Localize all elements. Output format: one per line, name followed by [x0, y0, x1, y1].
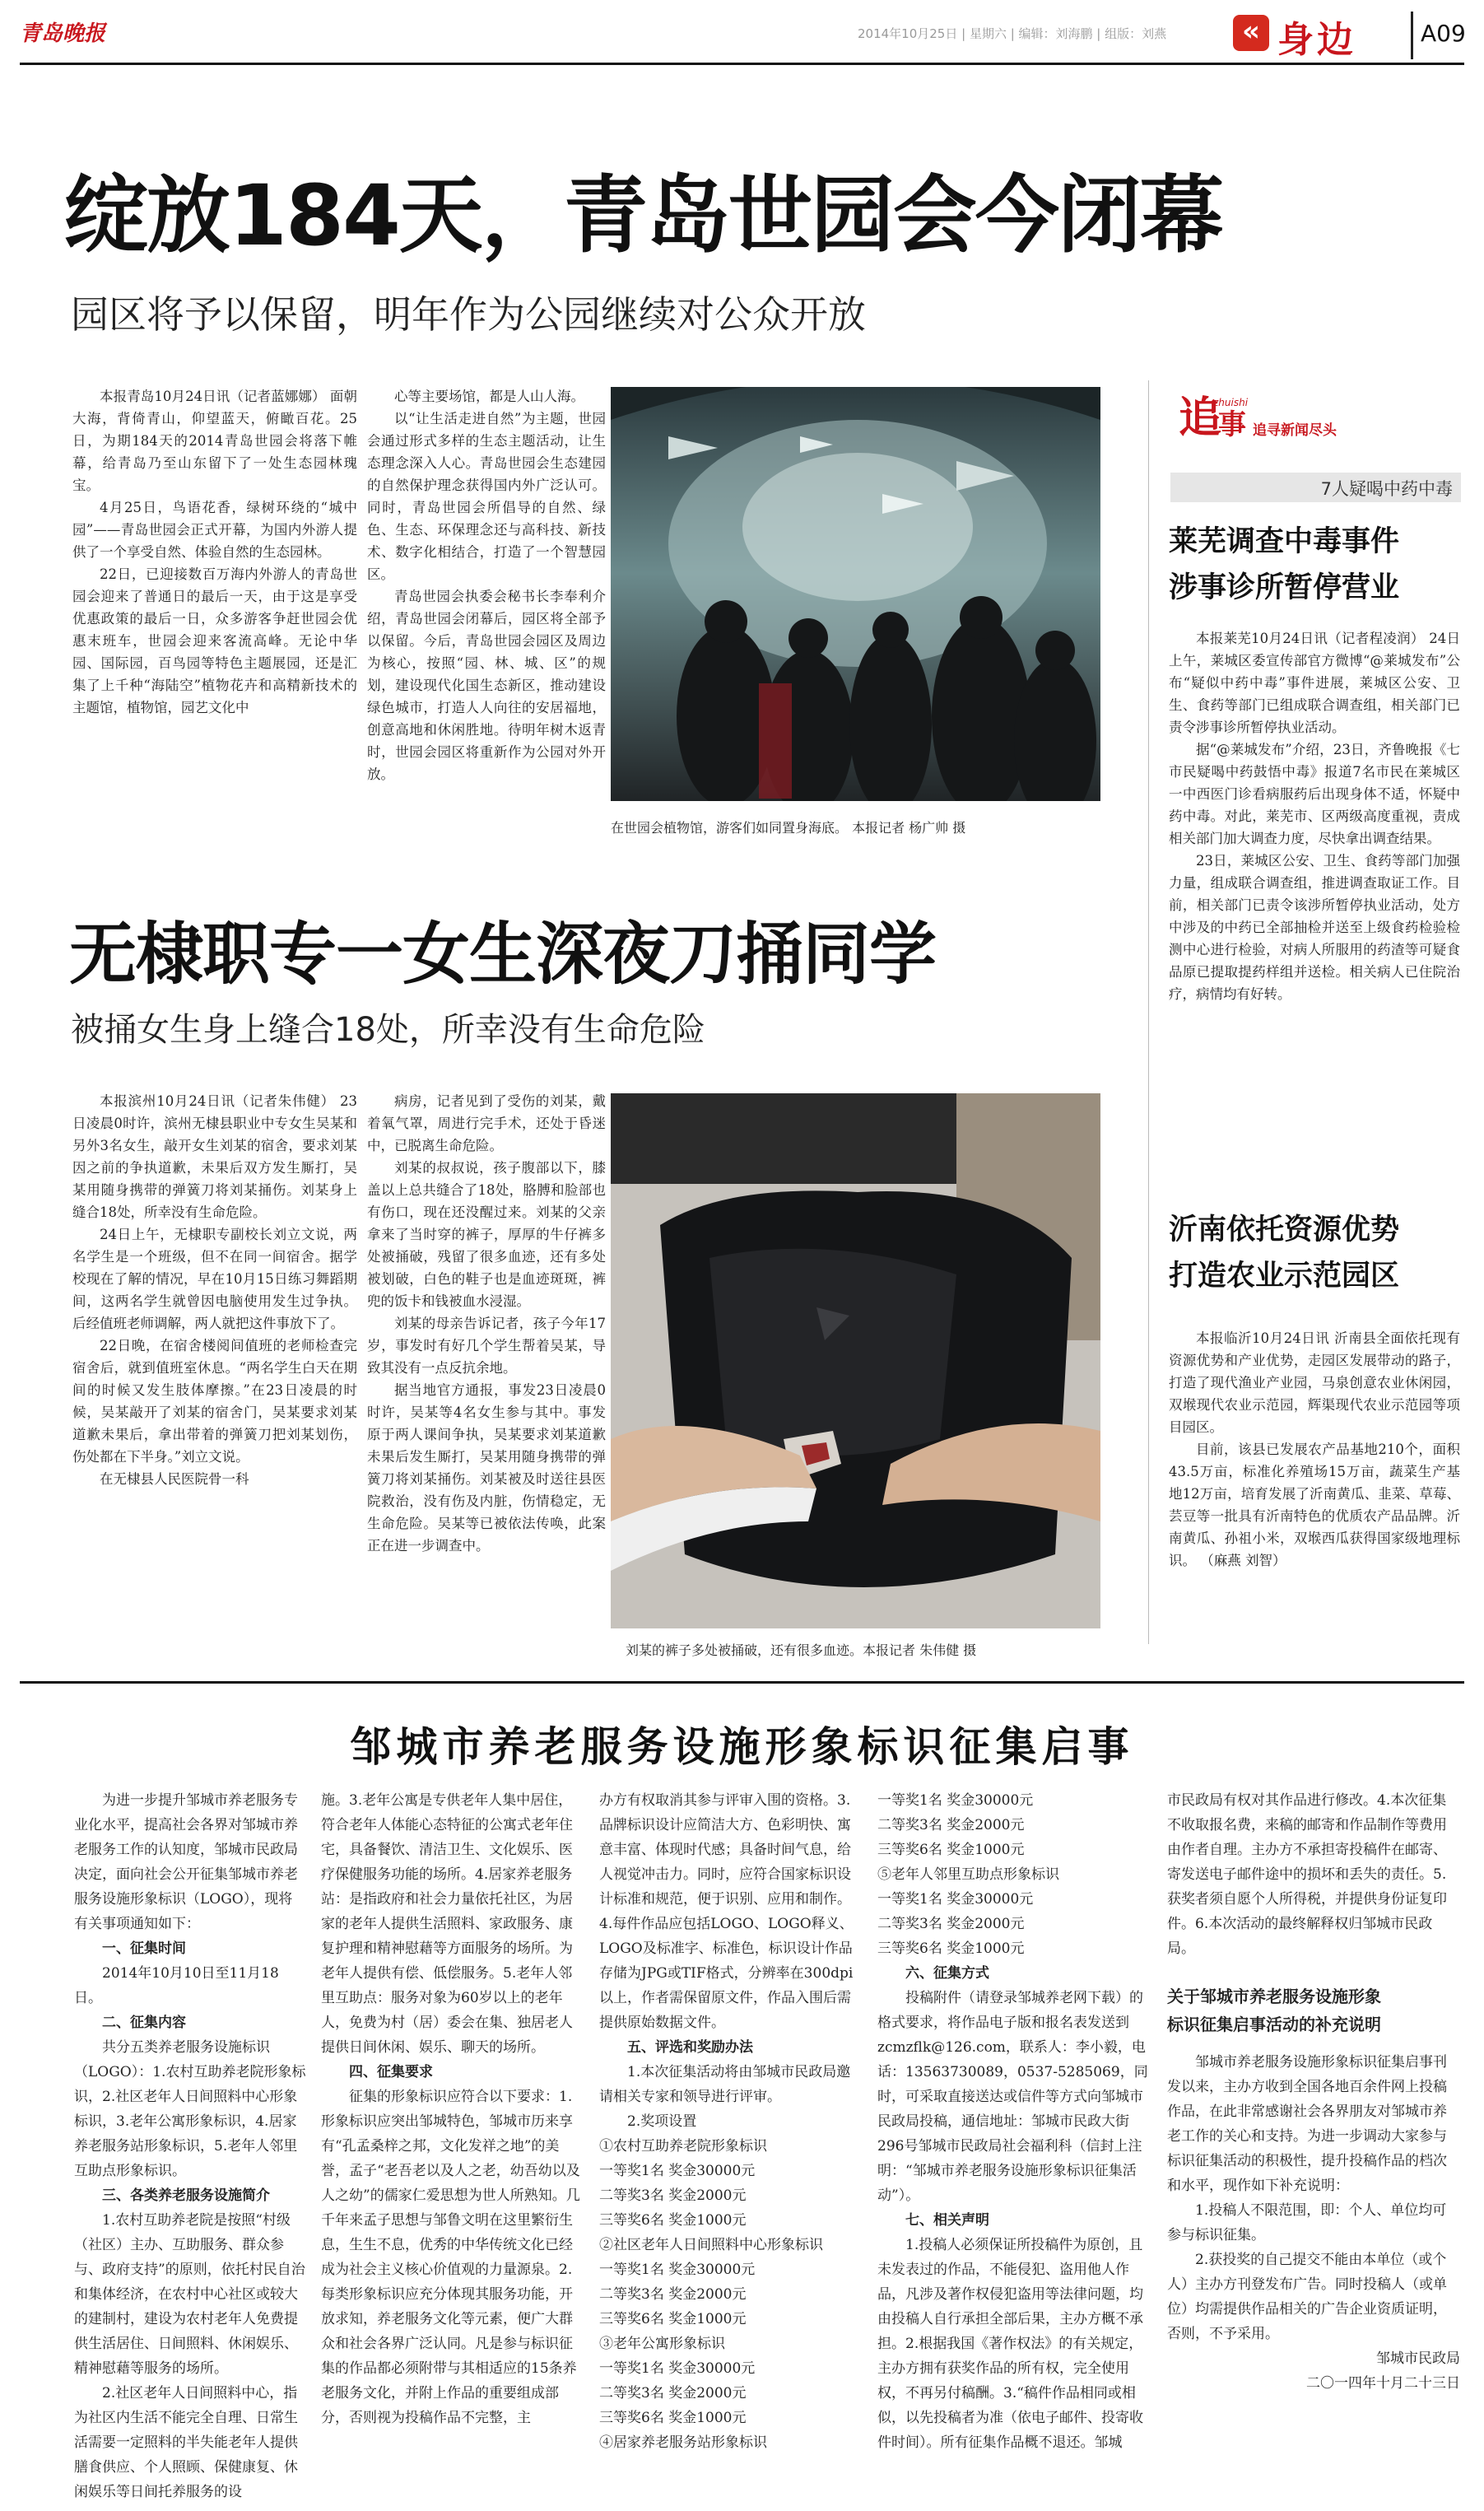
photo-caption: 在世园会植物馆，游客们如同置身海底。 本报记者 杨广帅 摄 — [611, 820, 966, 836]
notice-column-4 — [877, 1788, 1149, 2455]
page-divider — [1411, 12, 1413, 59]
paragraph: 本报莱芜10月24日讯（记者程凌润） 24日上午，莱城区委宣传部官方微博“@莱城发布”公布“疑似中药中毒”事件进展，莱城区公安、卫生、食药等部门已组成联合调查组，相关部门已责令涉事诊所暂停执业活动。 — [1169, 631, 1460, 735]
notice-paragraph: 市民政局有权对其作品进行修改。4.本次征集不收取报名费，来稿的邮寄和作品制作等费用由作者自理。主办方不承担寄投稿件在邮寄、寄发送电子邮件途中的损坏和丢失的责任。5.获奖者须自愿个人所得税，并提供身份证复印件。6.本次活动的最终解释权归邹城市民政局。 — [1167, 1792, 1447, 1957]
paragraph: 病房，记者见到了受伤的刘某，戴着氧气罩，周进行完手术，还处于昏迷中，已脱离生命危险。 — [367, 1093, 606, 1153]
notice-column-3 — [599, 1788, 863, 2455]
story2-column-2 — [367, 1090, 606, 1557]
prize-line: 三等奖6名 奖金1000元 — [599, 2410, 747, 2426]
sidebar-story2-body — [1169, 1327, 1460, 1572]
notice-paragraph: 为进一步提升邹城市养老服务专业化水平，提高社会各界对邹城市养老服务工作的认知度，邹城市民政局决定，面向社会公开征集邹城市养老服务设施形象标识（LOGO），现将有关事项通知如下： — [74, 1792, 298, 1932]
brand-char-shi: 事 — [1218, 408, 1246, 441]
story1-headline: 绽放184天，青岛世园会今闭幕 — [64, 167, 1222, 265]
header-rule — [20, 63, 1464, 65]
prize-line: 二等奖3名 奖金2000元 — [599, 2385, 747, 2402]
torn-jeans-photo — [611, 1093, 1100, 1628]
notice-section-heading: 二、征集内容 — [102, 2015, 186, 2031]
notice-paragraph: 邹城市养老服务设施形象标识征集启事刊发以来，主办方收到全国各地百余件网上投稿作品，在此非常感谢社会各界朋友对邹城市养老工作的关心和支持。为进一步调动大家参与标识征集活动的积极性，提升投稿作品的档次和水平，现作如下补充说明： — [1167, 2054, 1447, 2194]
paragraph: 22日，已迎接数百万海内外游人的青岛世园会迎来了普通日的最后一天，由于这是享受优惠政策的最后一日，众多游客争赶世园会优惠末班车，世园会迎来客流高峰。无论中华园、国际园，百鸟园等特色主题展园，还是汇集了上千种“海陆空”植物花卉和高精新技术的主题馆，植物馆，园艺文化中 — [72, 566, 357, 715]
notice-paragraph: 投稿附件（请登录邹城养老网下载）的格式要求，将作品电子版和报名表发送到zcmzflk@126.com，联系人：李小毅，电话：13563730089，0537-5285069，同时，可采取直接送达或信件等方式向邹城市民政局投稿，通信地址：邹城市民政大街296号邹城市民政局社会福利科（信封上注明：“邹城市养老服务设施形象标识征集活动”）。 — [877, 1990, 1148, 2204]
paragraph: 目前，该县已发展农产品基地210个，面积43.5万亩，标准化养殖场15万亩，蔬菜生产基地12万亩，培育发展了沂南黄瓜、韭菜、草莓、芸豆等一批具有沂南特色的优质农产品品牌。沂南黄瓜、孙祖小米，双堠西瓜获得国家级地理标识。 （麻燕 刘智） — [1169, 1442, 1460, 1568]
paragraph: 青岛世园会执委会秘书长李奉利介绍，青岛世园会闭幕后，园区将全部予以保留。今后，青岛世园会园区及周边为核心，按照“园、林、城、区”的规划，建设现代化国生态新区，推动建设绿色城市，打造人人向往的安居福地，创意高地和休闲胜地。待明年树木返青时，世园会园区将重新作为公园对外开放。 — [367, 589, 606, 782]
notice-col5-top — [1167, 1788, 1460, 1961]
paragraph: 据当地官方通报，事发23日凌晨0时许，吴某等4名女生参与其中。事发原于两人课间争执，吴某要求刘某道歉未果后发生厮打，吴某用随身携带的弹簧刀将刘某捅伤。刘某被及时送往县医院救治，没有伤及内脏，伤情稳定，无生命危险。吴某等已被依法传唤，此案正在进一步调查中。 — [367, 1382, 606, 1554]
prize-line: 二等奖3名 奖金2000元 — [599, 2187, 747, 2204]
sidebar-story2-title — [1169, 1207, 1465, 1299]
story2-column-1 — [72, 1090, 357, 1490]
paragraph: 在无棣县人民医院骨一科 — [100, 1471, 249, 1487]
notice-section-heading: 一、征集时间 — [102, 1940, 186, 1957]
prize-line: ③老年公寓形象标识 — [599, 2336, 725, 2352]
prize-line: ②社区老年人日间照料中心形象标识 — [599, 2237, 823, 2253]
prize-line: 二等奖3名 奖金2000元 — [877, 1817, 1025, 1833]
title-line: 标识征集启事活动的补充说明 — [1167, 2015, 1381, 2034]
sidebar-story1-body — [1169, 627, 1460, 1005]
story2-subheadline: 被捅女生身上缝合18处，所幸没有生命危险 — [71, 1011, 705, 1049]
prize-line: 三等奖6名 奖金1000元 — [599, 2311, 747, 2327]
sidebar-divider — [1148, 380, 1149, 1644]
notice-column-5 — [1167, 1788, 1460, 2396]
prize-line: 三等奖6名 奖金1000元 — [599, 2212, 747, 2229]
notice-signature: 邹城市民政局 — [1376, 2350, 1460, 2367]
story2-headline: 无棣职专一女生深夜刀捅同学 — [69, 915, 937, 994]
paragraph: 刘某的母亲告诉记者，孩子今年17岁，事发时有好几个学生帮着吴某，导致其没有一点反抗余地。 — [367, 1316, 606, 1376]
title-line: 涉事诊所暂停营业 — [1169, 571, 1400, 604]
sidebar-story1-title — [1169, 519, 1465, 611]
sidebar-tag-bar — [1170, 473, 1461, 502]
notice-paragraph: 施。3.老年公寓是专供老年人集中居住，符合老年人体能心态特征的公寓式老年住宅，具备餐饮、清洁卫生、文化娱乐、医疗保健服务功能的场所。4.居家养老服务站：是指政府和社会力量依托社区，为居家的老年人提供生活照料、家政服务、康复护理和精神慰藉等方面服务的场所。为老年人提供有偿、低偿服务。5.老年人邻里互助点：服务对象为60岁以上的老年人，免费为村（居）委会在集、独居老人提供日间休闲、娱乐、聊天的场所。 — [321, 1792, 573, 2056]
notice-paragraph: 1.农村互助养老院是按照“村级（社区）主办、互助服务、群众参与、政府支持”的原则，依托村民自治和集体经济，在农村中心社区或较大的建制村，建设为农村老年人免费提供生活居住、日间照料、休闲娱乐、精神慰藉等服务的场所。 — [74, 2212, 305, 2377]
notice-paragraph: 1.投稿人不限范围，即：个人、单位均可参与标识征集。 — [1167, 2202, 1447, 2243]
paragraph: 24日上午，无棣职专副校长刘立文说，两名学生是一个班级，但不在同一间宿舍。据学校现在了解的情况，早在10月15日练习舞蹈期间，这两名学生就曾因电脑使用发生过争执。后经值班老师调解，两人就把这件事放下了。 — [72, 1227, 357, 1331]
brand-pinyin: zhuishi — [1213, 397, 1249, 408]
aquarium-tunnel-photo — [611, 387, 1100, 801]
paragraph: 以“让生活走进自然”为主题，世园会通过形式多样的生态主题活动，让生态理念深入人心。青岛世园会生态建园的自然保护理念获得国内外广泛认可。同时，青岛世园会所倡导的自然、绿色、生态、环保理念还与高科技、新技术、数字化相结合，打造了一个智慧园区。 — [367, 411, 606, 582]
prize-line: 一等奖1名 奖金30000元 — [599, 2360, 756, 2377]
notice-section-heading: 六、征集方式 — [905, 1965, 989, 1982]
title-line: 关于邹城市养老服务设施形象 — [1167, 1987, 1381, 2006]
paragraph: 心等主要场馆，都是人山人海。 — [394, 389, 584, 404]
prize-line: 二等奖3名 奖金2000元 — [877, 1916, 1025, 1932]
paragraph: 23日，莱城区公安、卫生、食药等部门加强力量，组成联合调查组，推进调查取证工作。目前，相关部门已责令该涉所暂停执业活动，处方中涉及的中药已全部抽检并送至上级食药检验检测中心进行检验，对病人所服用的药渣等可疑食品原已提取提药样组并送检。相关病人已住院治疗，病情均有好转。 — [1169, 853, 1460, 1002]
story1-column-1 — [72, 385, 357, 719]
header — [0, 0, 1484, 62]
photo-caption: 刘某的裤子多处被捅破，还有很多血迹。本报记者 朱伟健 摄 — [626, 1642, 977, 1658]
prize-line: 一等奖1名 奖金30000元 — [599, 2163, 756, 2179]
prize-line: ①农村互助养老院形象标识 — [599, 2138, 767, 2155]
notice-paragraph: 2014年10月10日至11月18日。 — [74, 1965, 279, 2006]
brand-char-zhui: 追 — [1179, 393, 1222, 443]
page-number: A09 — [1421, 20, 1466, 47]
paragraph: 22日晚，在宿舍楼阅间值班的老师检查完宿舍后，就到值班室休息。“两名学生白天在期间的时候又发生肢体摩擦。”在23日凌晨的时候，吴某敲开了刘某的宿舍门，吴某要求刘某道歉未果后，拿出带着的弹簧刀把刘某划伤，伤处都在下半身。”刘立文说。 — [72, 1338, 357, 1465]
notice-column-2 — [321, 1788, 584, 2430]
paragraph: 本报临沂10月24日讯 沂南县全面依托现有资源优势和产业优势，走园区发展带动的路子，打造了现代渔业产业园，马泉创意农业休闲园，双堠现代农业示范园，辉渠现代农业示范园等项目园区。 — [1169, 1330, 1460, 1435]
prize-line: 一等奖1名 奖金30000元 — [877, 1891, 1034, 1908]
paragraph: 4月25日，鸟语花香，绿树环绕的“城中园”——青岛世园会正式开幕，为国内外游人提供了一个享受自然、体验自然的生态园林。 — [72, 500, 357, 560]
sidebar-tag: 7人疑喝中药中毒 — [1320, 479, 1453, 499]
title-line: 沂南依托资源优势 — [1169, 1214, 1400, 1246]
section-icon: « — [1233, 15, 1269, 51]
supplementary-title — [1167, 1982, 1460, 2038]
notice-paragraph: 2.社区老年人日间照料中心，指为社区内生活不能完全自理、日常生活需要一定照料的半失能老年人提供膳食供应、个人照顾、保健康复、休闲娱乐等日间托养服务的设 — [74, 2385, 298, 2500]
section-divider — [20, 1681, 1464, 1684]
masthead-logo: 青岛晚报 — [20, 21, 106, 46]
notice-column-1 — [74, 1788, 306, 2504]
notice-paragraph: 办方有权取消其参与评审入围的资格。3.品牌标识设计应简洁大方、色彩明快、寓意丰富、体现时代感；具备时间气息，给人视觉冲击力。同时，应符合国家标识设计标准和规范，便于识别、应用和制作。4.每件作品应包括LOGO、LOGO释义、LOGO及标准字、标准色，标识设计作品存储为JPG或TIF格式，分辨率在300dpi以上，作者需保留原文件，作品入围后需提供原始数据文件。 — [599, 1792, 854, 2031]
prize-line: 三等奖6名 奖金1000元 — [877, 1940, 1025, 1957]
notice-section-heading: 七、相关声明 — [905, 2212, 989, 2229]
brand-slogan: 追寻新闻尽头 — [1253, 422, 1337, 439]
section-title: 身边 — [1277, 19, 1356, 61]
notice-signature: 二〇一四年十月二十三日 — [1306, 2375, 1460, 2392]
paragraph: 本报滨州10月24日讯（记者朱伟健） 23日凌晨0时许，滨州无棣县职业中专女生吴某和另外3名女生，敲开女生刘某的宿舍，要求刘某因之前的争执道歉，未果后双方发生厮打，吴某用随身携带的弹簧刀将刘某捅伤。刘某身上缝合18处，所幸没有生命危险。 — [72, 1093, 357, 1220]
notice-section-heading: 三、各类养老服务设施简介 — [102, 2187, 270, 2204]
notice-title: 邹城市养老服务设施形象标识征集启事 — [350, 1723, 1134, 1771]
prize-line: 一等奖1名 奖金30000元 — [599, 2262, 756, 2278]
prize-line: ④居家养老服务站形象标识 — [599, 2434, 767, 2451]
paragraph: 刘某的叔叔说，孩子腹部以下，膝盖以上总共缝合了18处，胳膊和脸部也有伤口，现在还没醒过来。刘某的父亲拿来了当时穿的裤子，厚厚的牛仔裤多处被捅破，残留了很多血迹，还有多处被划破，白色的鞋子也是血迹斑斑，裤兜的饭卡和钱被血水浸湿。 — [367, 1160, 606, 1309]
notice-paragraph: 2.获投奖的自己提交不能由本单位（或个人）主办方刊登发布广告。同时投稿人（或单位）均需提供作品相关的广告企业资质证明，否则，不予采用。 — [1167, 2252, 1447, 2342]
zhuishi-brand — [1179, 392, 1458, 458]
title-line: 莱芜调查中毒事件 — [1169, 525, 1400, 558]
section-tab — [1233, 13, 1414, 61]
notice-paragraph: 1.本次征集活动将由邹城市民政局邀请相关专家和领导进行评审。 — [599, 2064, 851, 2105]
paragraph: 本报青岛10月24日讯（记者蓝娜娜） 面朝大海，背倚青山，仰望蓝天，俯瞰百花。25日，为期184天的2014青岛世园会将落下帷幕，给青岛乃至山东留下了一处生态园林瑰宝。 — [72, 389, 357, 493]
prize-line: 三等奖6名 奖金1000元 — [877, 1842, 1025, 1858]
prize-line: ⑤老年人邻里互助点形象标识 — [877, 1866, 1059, 1883]
story1-column-2 — [367, 385, 606, 785]
notice-paragraph: 共分五类养老服务设施标识（LOGO）：1.农村互助养老院形象标识，2.社区老年人日间照料中心形象标识，3.老年公寓形象标识，4.居家养老服务站形象标识，5.老年人邻里互助点形象标识。 — [74, 2039, 306, 2179]
notice-col5-bottom — [1167, 2050, 1460, 2396]
prize-line: 一等奖1名 奖金30000元 — [877, 1792, 1034, 1809]
notice-paragraph: 2.奖项设置 — [627, 2113, 697, 2130]
notice-section-heading: 四、征集要求 — [349, 2064, 433, 2080]
notice-section-heading: 五、评选和奖励办法 — [627, 2039, 753, 2056]
story1-subheadline: 园区将予以保留，明年作为公园继续对公众开放 — [71, 292, 866, 337]
title-line: 打造农业示范园区 — [1169, 1260, 1400, 1293]
notice-paragraph: 征集的形象标识应符合以下要求：1.形象标识应突出邹城特色，邹城市历来享有“孔孟桑梓之邦，文化发祥之地”的美誉，孟子“老吾老以及人之老，幼吾幼以及人之幼”的儒家仁爱思想为世人所熟知。几千年来孟子思想与邹鲁文明在这里繁衍生息，生生不息，优秀的中华传统文化已经成为社会主义核心价值观的力量源泉。2.每类形象标识应充分体现其服务功能，开放求知，养老服务文化等元素，便广大群众和社会各界广泛认同。凡是参与标识征集的作品都必须附带与其相适应的15条养老服务文化，并附上作品的重要组成部分，否则视为投稿作品不完整，主 — [321, 2089, 580, 2426]
paragraph: 据“@莱城发布”介绍，23日，齐鲁晚报《七市民疑喝中药鼓悟中毒》报道7名市民在莱城区一中西医门诊看病服药后出现身体不适，怀疑中药中毒。对此，莱芜市、区两级高度重视，责成相关部门加大调查力度，尽快拿出调查结果。 — [1169, 742, 1460, 846]
notice-paragraph: 1.投稿人必须保证所投稿件为原创，且未发表过的作品，不能侵犯、盗用他人作品，凡涉及著作权侵犯盗用等法律问题，均由投稿人自行承担全部后果，主办方概不承担。2.根据我国《著作权法》的有关规定，主办方拥有获奖作品的所有权，完全使用权，不再另付稿酬。3.“稿件作品相同或相似，以先投稿者为准（依电子邮件、投寄收件时间）。所有征集作品概不退还。邹城 — [877, 2237, 1143, 2451]
header-date-editor: 2014年10月25日 | 星期六 | 编辑：刘海鹏 | 组版：刘燕 — [858, 26, 1167, 41]
prize-line: 二等奖3名 奖金2000元 — [599, 2286, 747, 2303]
